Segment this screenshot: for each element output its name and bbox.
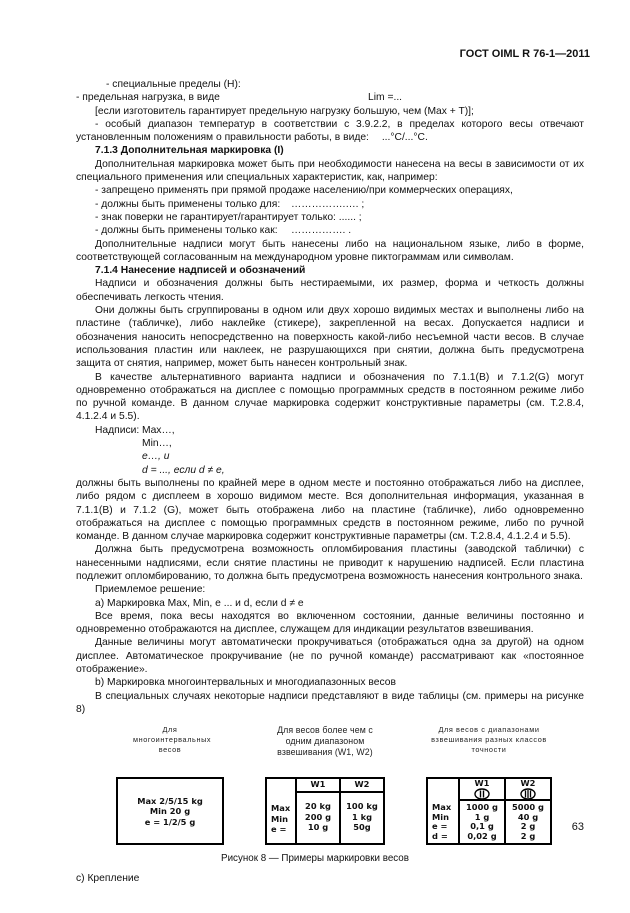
marking-plate xyxy=(426,777,552,845)
plate-value: 50g xyxy=(353,822,371,833)
text-line: a) Маркировка Max, Min, e ... и d, если d ≠ e xyxy=(95,597,304,609)
plate-value: 1 g xyxy=(474,811,490,822)
column-header: W1 xyxy=(297,779,339,793)
paragraph: Они должны быть сгруппированы в одном или двух хорошо видимых местах и выполнены либо на пластине (табличке), либо наклейке (стикере), закрепленной на весах. Допускается надписи и обозначения наносить непосредственно на поверхность какой-либо несъемной части весов. В случае использования пластин или наклеек, не разрушающихся при снятии, должна быть предусмотрена защита от снятия, например, может быть нанесен контрольный знак. xyxy=(76,305,584,370)
row-label: d = xyxy=(432,830,448,841)
text-line: c) Крепление xyxy=(76,872,140,884)
text-fragment: …………….…. ; xyxy=(291,198,365,210)
row-label: Max xyxy=(271,803,291,814)
paragraph: Все время, пока весы находятся во включенном состоянии, данные величины постоянно и одновременно отображаются на дисплее, служащем для индикации результатов взвешивания. xyxy=(76,610,584,636)
inscriptions-list xyxy=(142,424,225,477)
row-label: Max xyxy=(432,802,452,813)
plate-value: 100 kg xyxy=(346,801,378,812)
page-number: 63 xyxy=(571,820,584,833)
paragraph: Данные величины могут автоматически прокручиваться (отображаться одна за другой) на одном дисплее. Автоматическое прокручивание (не по ручной команде) рассматривают как «постоянное отображение». xyxy=(76,637,584,676)
row-label: e = xyxy=(271,824,287,835)
plate-value: 0,02 g xyxy=(467,830,497,841)
figure-panel-accuracy-classes xyxy=(426,725,552,845)
text-line: - специальные пределы (H): xyxy=(106,79,241,90)
plate-value: 10 g xyxy=(307,822,329,833)
plate-value: 40 g xyxy=(517,811,539,822)
column-header: W2 xyxy=(520,778,536,789)
paragraph: Дополнительные надписи могут быть нанесены либо на национальном языке, либо в форме, соответствующей согласованным на международном уровне пиктограммам или символам. xyxy=(76,238,584,263)
row-label: Min xyxy=(271,813,289,824)
plate-line: Max 2/5/15 kg xyxy=(137,795,203,806)
paragraph xyxy=(76,118,584,145)
text-fragment: - должны быть применены только как: xyxy=(95,225,278,237)
text-fragment: - особый диапазон температур в соответствии с 3.9.2.2, в пределах которого весы отвечают установленным положениям о правильности работы, в виде: xyxy=(76,118,584,144)
paragraph: Дополнительная маркировка может быть при необходимости нанесена на весы в зависимости от их специального применения или специальных характеристик, как, например: xyxy=(76,158,584,184)
paragraph: Должна быть предусмотрена возможность опломбирования пластины (заводской таблички) с нанесенными надписями, если снятие пластины не приводит к нарушению надписей. Если пластина подлежит опломбированию, то должна быть предусмотрена возможность нанесения контрольного знака. xyxy=(76,544,584,582)
plate-value: 1 kg xyxy=(351,811,373,822)
inscriptions-label: Надписи: xyxy=(95,424,140,436)
plate-value: 2 g xyxy=(520,830,536,841)
document-body xyxy=(76,78,584,885)
text-fragment: ……………. . xyxy=(291,225,352,237)
list-item xyxy=(76,224,584,237)
list-item: - знак поверки не гарантирует/гарантирует только: ...... ; xyxy=(95,211,362,223)
row-label: Min xyxy=(432,811,450,822)
panel-caption: Для многоинтервальных весов xyxy=(133,725,212,755)
plate-column-w1 xyxy=(295,779,339,843)
accuracy-class-ii-icon xyxy=(460,788,504,801)
plate-column-w2 xyxy=(504,779,550,843)
document-header: ГОСТ OIML R 76-1—2011 xyxy=(459,48,590,60)
plate-line: Min 20 g xyxy=(149,806,191,816)
plate-value: 20 kg xyxy=(305,801,331,812)
inscription-d: d = ..., если d ≠ e, xyxy=(142,464,225,476)
paragraph: В качестве альтернативного варианта надписи и обозначения по 7.1.1(B) и 7.1.2(G) могут одновременно отображаться на дисплее с помощью программных средств в постоянном режиме либо по ручной команде. В данном случае маркировка содержит конструктивные параметры (см. Т.2.8.4, 4.1.2.4 и 5.5). xyxy=(76,371,584,423)
plate-value: 2 g xyxy=(520,821,536,832)
text-fragment: Lim =... xyxy=(368,92,403,104)
figure-8 xyxy=(116,725,552,845)
text-fragment: ...°C/...°C. xyxy=(381,132,428,144)
column-header: W2 xyxy=(341,779,383,793)
figure-panel-multi-interval xyxy=(116,725,224,845)
panel-caption: Для весов более чем с одним диапазоном взвешивания (W1, W2) xyxy=(277,725,373,758)
paragraph: В специальных случаях некоторые надписи представляют в виде таблицы (см. примеры на рисунке 8) xyxy=(76,690,584,715)
figure-caption: Рисунок 8 — Примеры маркировки весов xyxy=(221,853,409,865)
accuracy-class-iii-icon xyxy=(506,788,550,801)
plate-column-w1 xyxy=(458,779,504,843)
plate-labels xyxy=(428,779,458,843)
inscription-e: e…, и xyxy=(142,451,170,463)
text-fragment: - предельная нагрузка, в виде xyxy=(76,92,220,104)
text-line: Приемлемое решение: xyxy=(95,584,206,596)
plate-column-w2 xyxy=(339,779,383,843)
text-fragment: - должны быть применены только для: xyxy=(95,198,281,210)
plate-value: 200 g xyxy=(304,811,332,822)
section-heading: 7.1.3 Дополнительная маркировка (I) xyxy=(95,145,284,157)
text-line xyxy=(76,91,584,104)
column-header: W1 xyxy=(474,778,490,789)
marking-plate xyxy=(265,777,385,845)
inscription-max: Max…, xyxy=(142,424,175,436)
paragraph: должны быть выполнены по крайней мере в одном месте и постоянно отображаться либо на дисплее, либо рядом с дисплеем в хорошо видимом месте. Вся дополнительная информация, указанная в 7.1.1(B) и 7.1.2 (G), может быть отображена либо на пластине (табличке), либо одновременно отображаться на дисплее с помощью программных средств в постоянном режиме, либо по ручной команде. В данном случае маркировка содержит конструктивные параметры (см. Т.2.8.4, 4.1.2.4 и 5.5). xyxy=(76,477,584,543)
text-line: b) Маркировка многоинтервальных и многодиапазонных весов xyxy=(95,677,396,689)
paragraph: Надписи и обозначения должны быть нестираемыми, их размер, форма и четкость должны обеспечивать легкость чтения. xyxy=(76,278,584,303)
plate-line: e = 1/2/5 g xyxy=(144,816,196,827)
inscription-min: Min…, xyxy=(142,438,172,450)
plate-value: 5000 g xyxy=(512,802,544,813)
figure-panel-multi-range xyxy=(265,725,385,845)
section-heading: 7.1.4 Нанесение надписей и обозначений xyxy=(95,265,306,277)
plate-labels xyxy=(267,779,295,843)
panel-caption: Для весов с диапазонами взвешивания разных классов точности xyxy=(431,725,547,755)
row-label: e = xyxy=(432,821,448,832)
text-line: [если изготовитель гарантирует предельную нагрузку большую, чем (Max + T)]; xyxy=(95,105,474,117)
list-item xyxy=(76,198,584,211)
marking-plate xyxy=(116,777,224,845)
plate-value: 1000 g xyxy=(466,802,498,813)
plate-value: 0,1 g xyxy=(470,821,494,832)
inscriptions-block xyxy=(76,424,584,477)
list-item: - запрещено применять при прямой продаже населению/при коммерческих операциях, xyxy=(95,185,513,197)
